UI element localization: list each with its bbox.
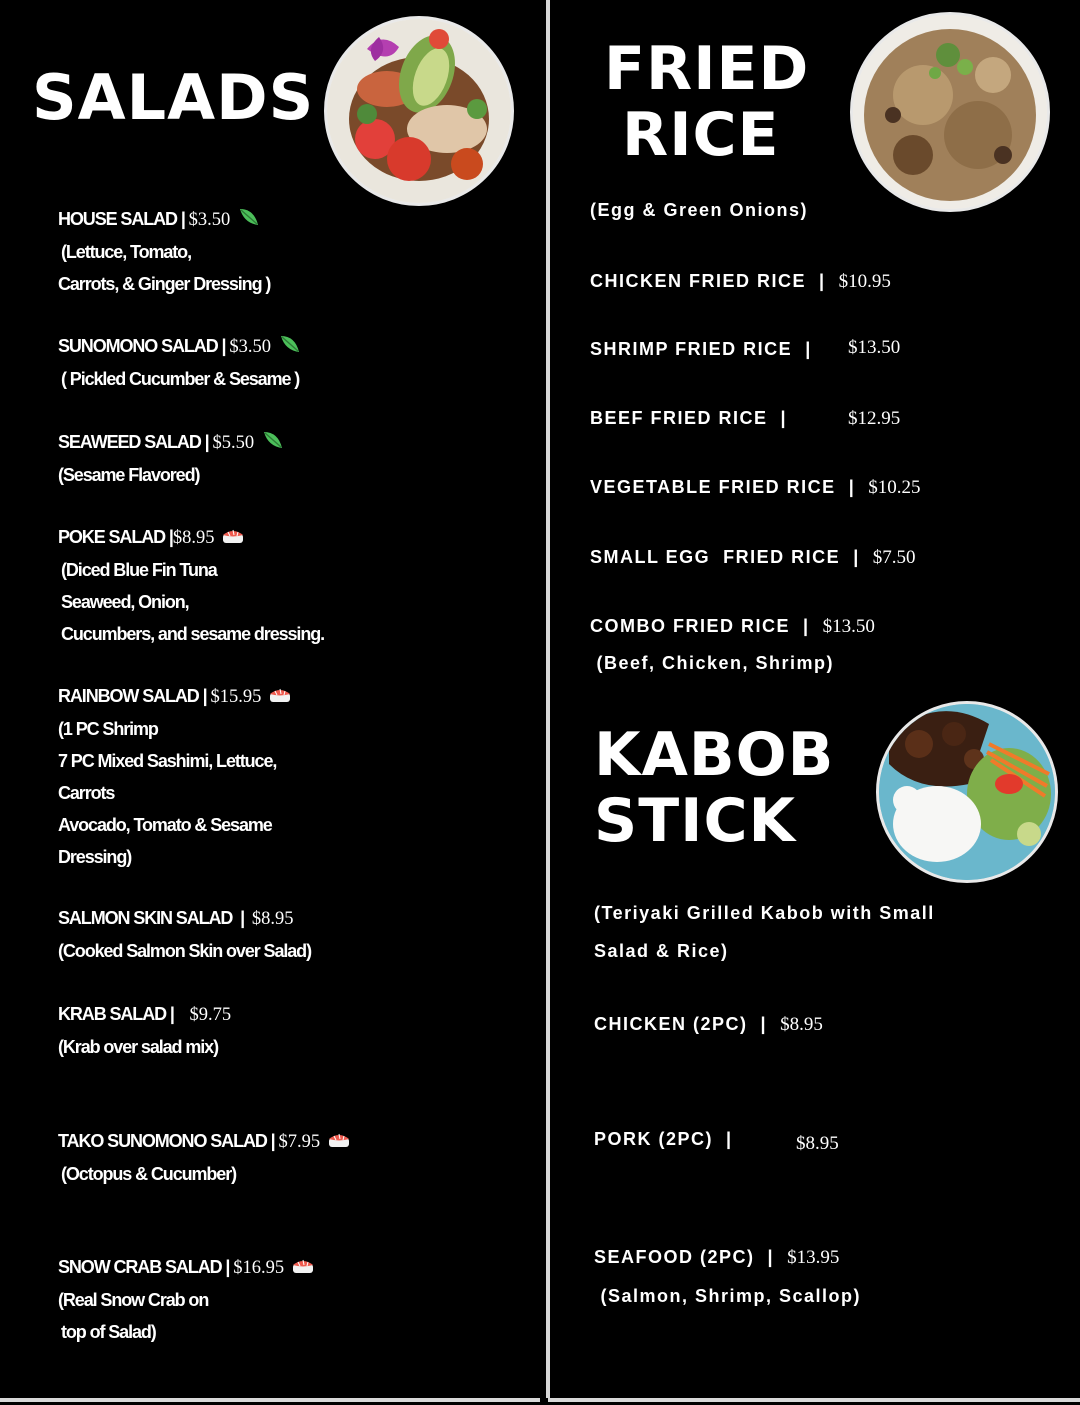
menu-item-chicken-fried-rice: CHICKEN FRIED RICE | $10.95 [590, 271, 891, 292]
item-price: $3.50 [188, 210, 231, 230]
item-name: TAKO SUNOMONO SALAD [58, 1131, 267, 1151]
item-price: $7.50 [872, 547, 916, 568]
menu-item-rainbow-salad: RAINBOW SALAD | $15.95 (1 PC Shrimp 7 PC Mixed Sashimi, Lettuce, Carrots Avocado, Tomato & Sesame Dressing) [58, 680, 291, 873]
item-desc: top of Salad) [61, 1322, 156, 1342]
kabob-heading: KABOB STICK [594, 720, 835, 856]
item-desc: Avocado, Tomato & Sesame [58, 815, 272, 835]
item-name: SEAFOOD (2PC) [594, 1247, 755, 1267]
item-desc: 7 PC Mixed Sashimi, Lettuce, [58, 751, 277, 771]
fried-rice-heading: FRIED RICE [604, 34, 810, 170]
menu-item-shrimp-fried-rice: SHRIMP FRIED RICE | [590, 339, 812, 359]
menu-item-small-egg-fried-rice: SMALL EGG FRIED RICE | $7.50 [590, 547, 916, 568]
item-name: POKE SALAD [58, 527, 166, 547]
menu-item-seafood-kabob: SEAFOOD (2PC) | $13.95 (Salmon, Shrimp, Scallop) [594, 1238, 861, 1315]
item-name: BEEF FRIED RICE [590, 408, 768, 428]
fried-rice-photo [850, 12, 1050, 212]
item-name: SMALL EGG FRIED RICE [590, 547, 841, 567]
item-name: CHICKEN (2PC) [594, 1014, 748, 1034]
item-price: $13.50 [822, 616, 875, 637]
item-desc: ( Pickled Cucumber & Sesame ) [61, 369, 300, 389]
salads-heading: SALADS [32, 61, 315, 134]
item-price: $5.50 [212, 433, 255, 453]
kabob-note: (Teriyaki Grilled Kabob with Small Salad & Rice) [594, 903, 935, 961]
item-desc: Carrots, & Ginger Dressing ) [58, 274, 271, 294]
menu-item-pork-kabob: PORK (2PC) | [594, 1129, 733, 1149]
menu-item-seaweed-salad: SEAWEED SALAD | $5.50 (Sesame Flavored) [58, 426, 284, 491]
item-price: $8.95 [251, 909, 294, 929]
salad-photo [324, 16, 514, 206]
item-name: SALMON SKIN SALAD [58, 908, 233, 928]
menu-item-beef-fried-rice: BEEF FRIED RICE | [590, 408, 788, 428]
item-desc: (1 PC Shrimp [58, 719, 158, 739]
item-name: SEAWEED SALAD [58, 432, 201, 452]
item-desc: (Krab over salad mix) [58, 1037, 218, 1057]
menu-item-poke-salad: POKE SALAD |$8.95 (Diced Blue Fin Tuna Seaweed, Onion, Cucumbers, and sesame dressing. [58, 521, 324, 650]
sushi-icon [292, 1257, 314, 1275]
kabob-photo [876, 701, 1058, 883]
item-name: KRAB SALAD [58, 1004, 166, 1024]
menu-item-snow-crab-salad: SNOW CRAB SALAD | $16.95 (Real Snow Crab on top of Salad) [58, 1251, 314, 1348]
leaf-icon [238, 207, 260, 227]
menu-item-combo-fried-rice: COMBO FRIED RICE | $13.50 (Beef, Chicken, Shrimp) [590, 608, 875, 681]
item-price: $8.95 [172, 528, 215, 548]
item-name: RAINBOW SALAD [58, 686, 199, 706]
item-desc: (Real Snow Crab on [58, 1290, 209, 1310]
leaf-icon [262, 430, 284, 450]
sushi-icon [269, 686, 291, 704]
item-name: HOUSE SALAD [58, 209, 177, 229]
item-price: $3.50 [229, 337, 271, 357]
item-price: $8.95 [780, 1014, 823, 1035]
item-price: $15.95 [210, 687, 262, 707]
menu-item-krab-salad: KRAB SALAD | $9.75 (Krab over salad mix) [58, 998, 231, 1063]
menu-item-sunomono-salad: SUNOMONO SALAD | $3.50 ( Pickled Cucumber & Sesame ) [58, 330, 301, 395]
menu-item-house-salad: HOUSE SALAD | $3.50 (Lettuce, Tomato, Carrots, & Ginger Dressing ) [58, 203, 270, 300]
item-desc: (Beef, Chicken, Shrimp) [590, 653, 835, 673]
item-desc: (Salmon, Shrimp, Scallop) [594, 1286, 862, 1306]
sushi-icon [328, 1131, 350, 1149]
column-divider [546, 0, 550, 1398]
item-name: SHRIMP FRIED RICE [590, 339, 793, 359]
item-desc: (Cooked Salmon Skin over Salad) [58, 941, 311, 961]
item-price: $13.95 [787, 1247, 840, 1268]
item-name: VEGETABLE FRIED RICE [590, 477, 836, 497]
item-price: $7.95 [278, 1132, 321, 1152]
fried-rice-note: (Egg & Green Onions) [590, 200, 809, 220]
item-desc: (Sesame Flavored) [58, 465, 200, 485]
sushi-icon [222, 527, 244, 545]
item-desc: (Diced Blue Fin Tuna [61, 560, 217, 580]
menu-item-tako-sunomono-salad: TAKO SUNOMONO SALAD | $7.95 (Octopus & Cucumber) [58, 1125, 350, 1190]
item-name: CHICKEN FRIED RICE [590, 271, 807, 291]
item-desc: Carrots [58, 783, 115, 803]
leaf-icon [279, 334, 301, 354]
menu-item-salmon-skin-salad: SALMON SKIN SALAD | $8.95 (Cooked Salmon Skin over Salad) [58, 902, 311, 967]
item-desc: Cucumbers, and sesame dressing. [61, 624, 325, 644]
item-price: $13.50 [848, 337, 901, 358]
item-desc: (Lettuce, Tomato, [61, 242, 191, 262]
item-price: $16.95 [233, 1258, 285, 1278]
item-name: COMBO FRIED RICE [590, 616, 791, 636]
item-desc: Seaweed, Onion, [61, 592, 189, 612]
item-price: $8.95 [796, 1133, 839, 1154]
item-name: PORK (2PC) [594, 1129, 714, 1149]
item-desc: (Octopus & Cucumber) [61, 1164, 237, 1184]
item-price: $9.75 [189, 1005, 232, 1025]
item-price: $12.95 [848, 408, 901, 429]
item-price: $10.95 [838, 271, 891, 292]
item-price: $10.25 [868, 477, 921, 498]
menu-item-vegetable-fried-rice: VEGETABLE FRIED RICE | $10.25 [590, 477, 921, 498]
item-name: SUNOMONO SALAD [58, 336, 218, 356]
item-name: SNOW CRAB SALAD [58, 1257, 222, 1277]
item-desc: Dressing) [58, 847, 132, 867]
menu-item-chicken-kabob: CHICKEN (2PC) | $8.95 [594, 1014, 823, 1035]
